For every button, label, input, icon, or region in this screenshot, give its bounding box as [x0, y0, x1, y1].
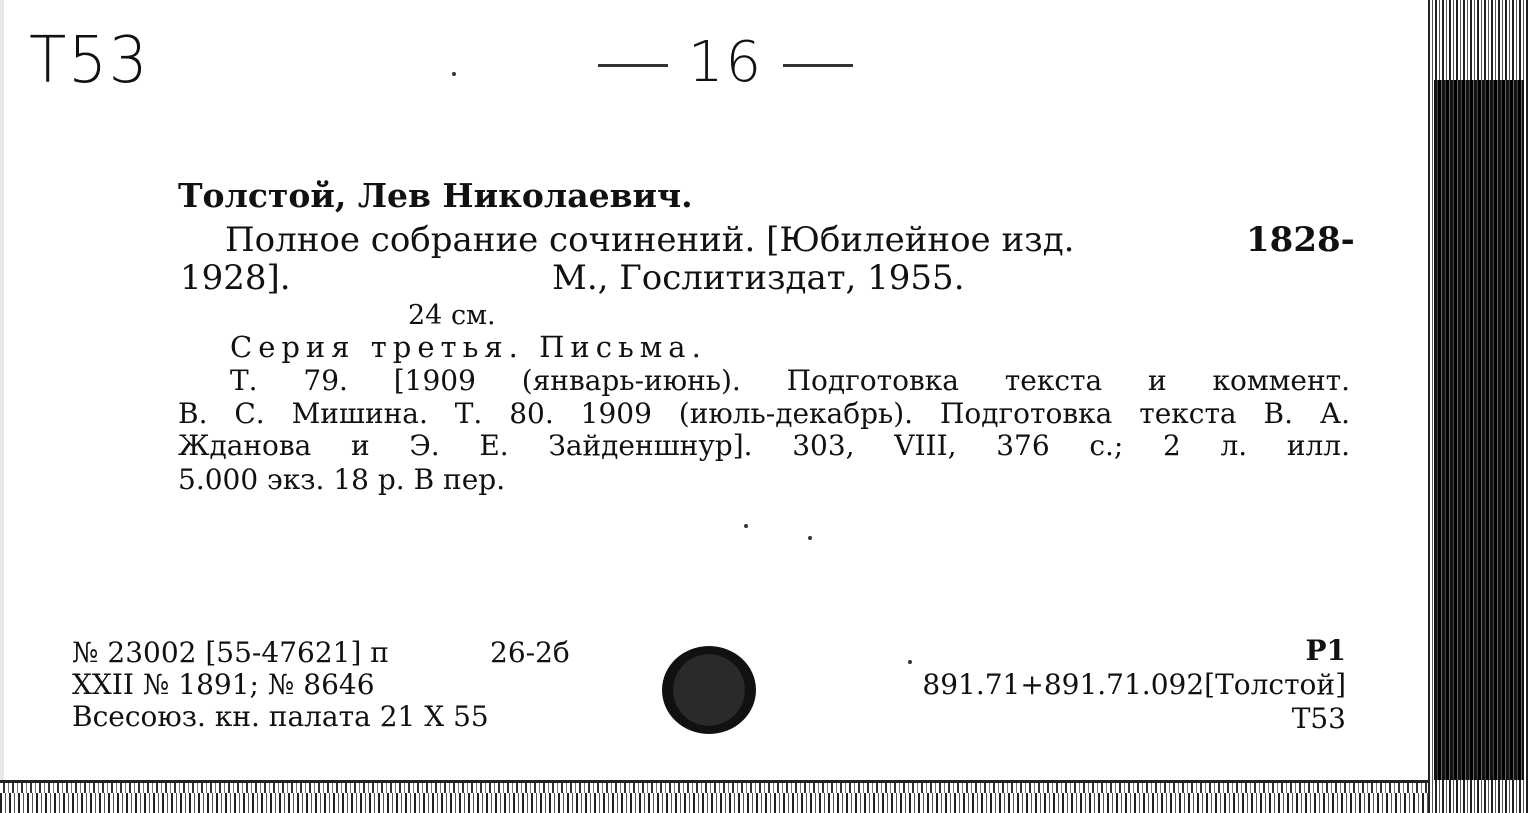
speck [908, 660, 912, 664]
imprint: М., Гослитиздат, 1955. [552, 258, 965, 298]
handwritten-page-number [598, 30, 853, 95]
dash-right [783, 64, 853, 67]
contents-line-4: 5.000 экз. 18 р. В пер. [178, 463, 506, 496]
physical-size: 24 см. [408, 300, 496, 331]
classification-number: 891.71+891.71.092[Толстой] [922, 668, 1346, 701]
title-line-1: Полное собрание сочинений. [Юбилейное изд. [225, 220, 1075, 260]
author-heading: Толстой, Лев Николаевич. [178, 176, 693, 215]
contents-line-2: В. С. Мишина. Т. 80. 1909 (июль-декабрь). Подготовка текста В. А. [178, 397, 1350, 430]
speck [452, 72, 456, 76]
punch-hole [662, 646, 756, 734]
speck [744, 524, 748, 528]
title-years: 1828- [1246, 220, 1355, 260]
card-left-edge [0, 0, 4, 790]
footer-right-line-3: Т53 [1291, 702, 1346, 735]
footer-left-line-1: № 23002 [55-47621] п [72, 636, 389, 669]
footer-left-line-2: XXII № 1891; № 8646 [72, 668, 375, 701]
handwritten-call-code: T53 [29, 24, 150, 98]
series-statement: Серия третья. Письма. [230, 330, 707, 364]
contents-line-1: Т. 79. [1909 (январь-июнь). Подготовка текста и коммент. [230, 364, 1350, 397]
title-line-2-years: 1928]. [180, 258, 291, 298]
speck [808, 536, 812, 540]
scan-side-dark [1434, 80, 1524, 780]
footer-left-line-1-code: 26-2б [490, 636, 570, 669]
contents-line-3: Жданова и Э. Е. Зайденшнур]. 303, VIII, 376 с.; 2 л. илл. [178, 429, 1350, 462]
scan-bottom-noise [0, 783, 1440, 813]
footer-left-line-3: Всесоюз. кн. палата 21 X 55 [72, 700, 489, 733]
dash-left [598, 64, 668, 67]
page-number-text: 16 [687, 30, 764, 95]
scan-side-noise [1428, 0, 1530, 813]
footer-right-line-1: Р1 [1305, 634, 1346, 667]
